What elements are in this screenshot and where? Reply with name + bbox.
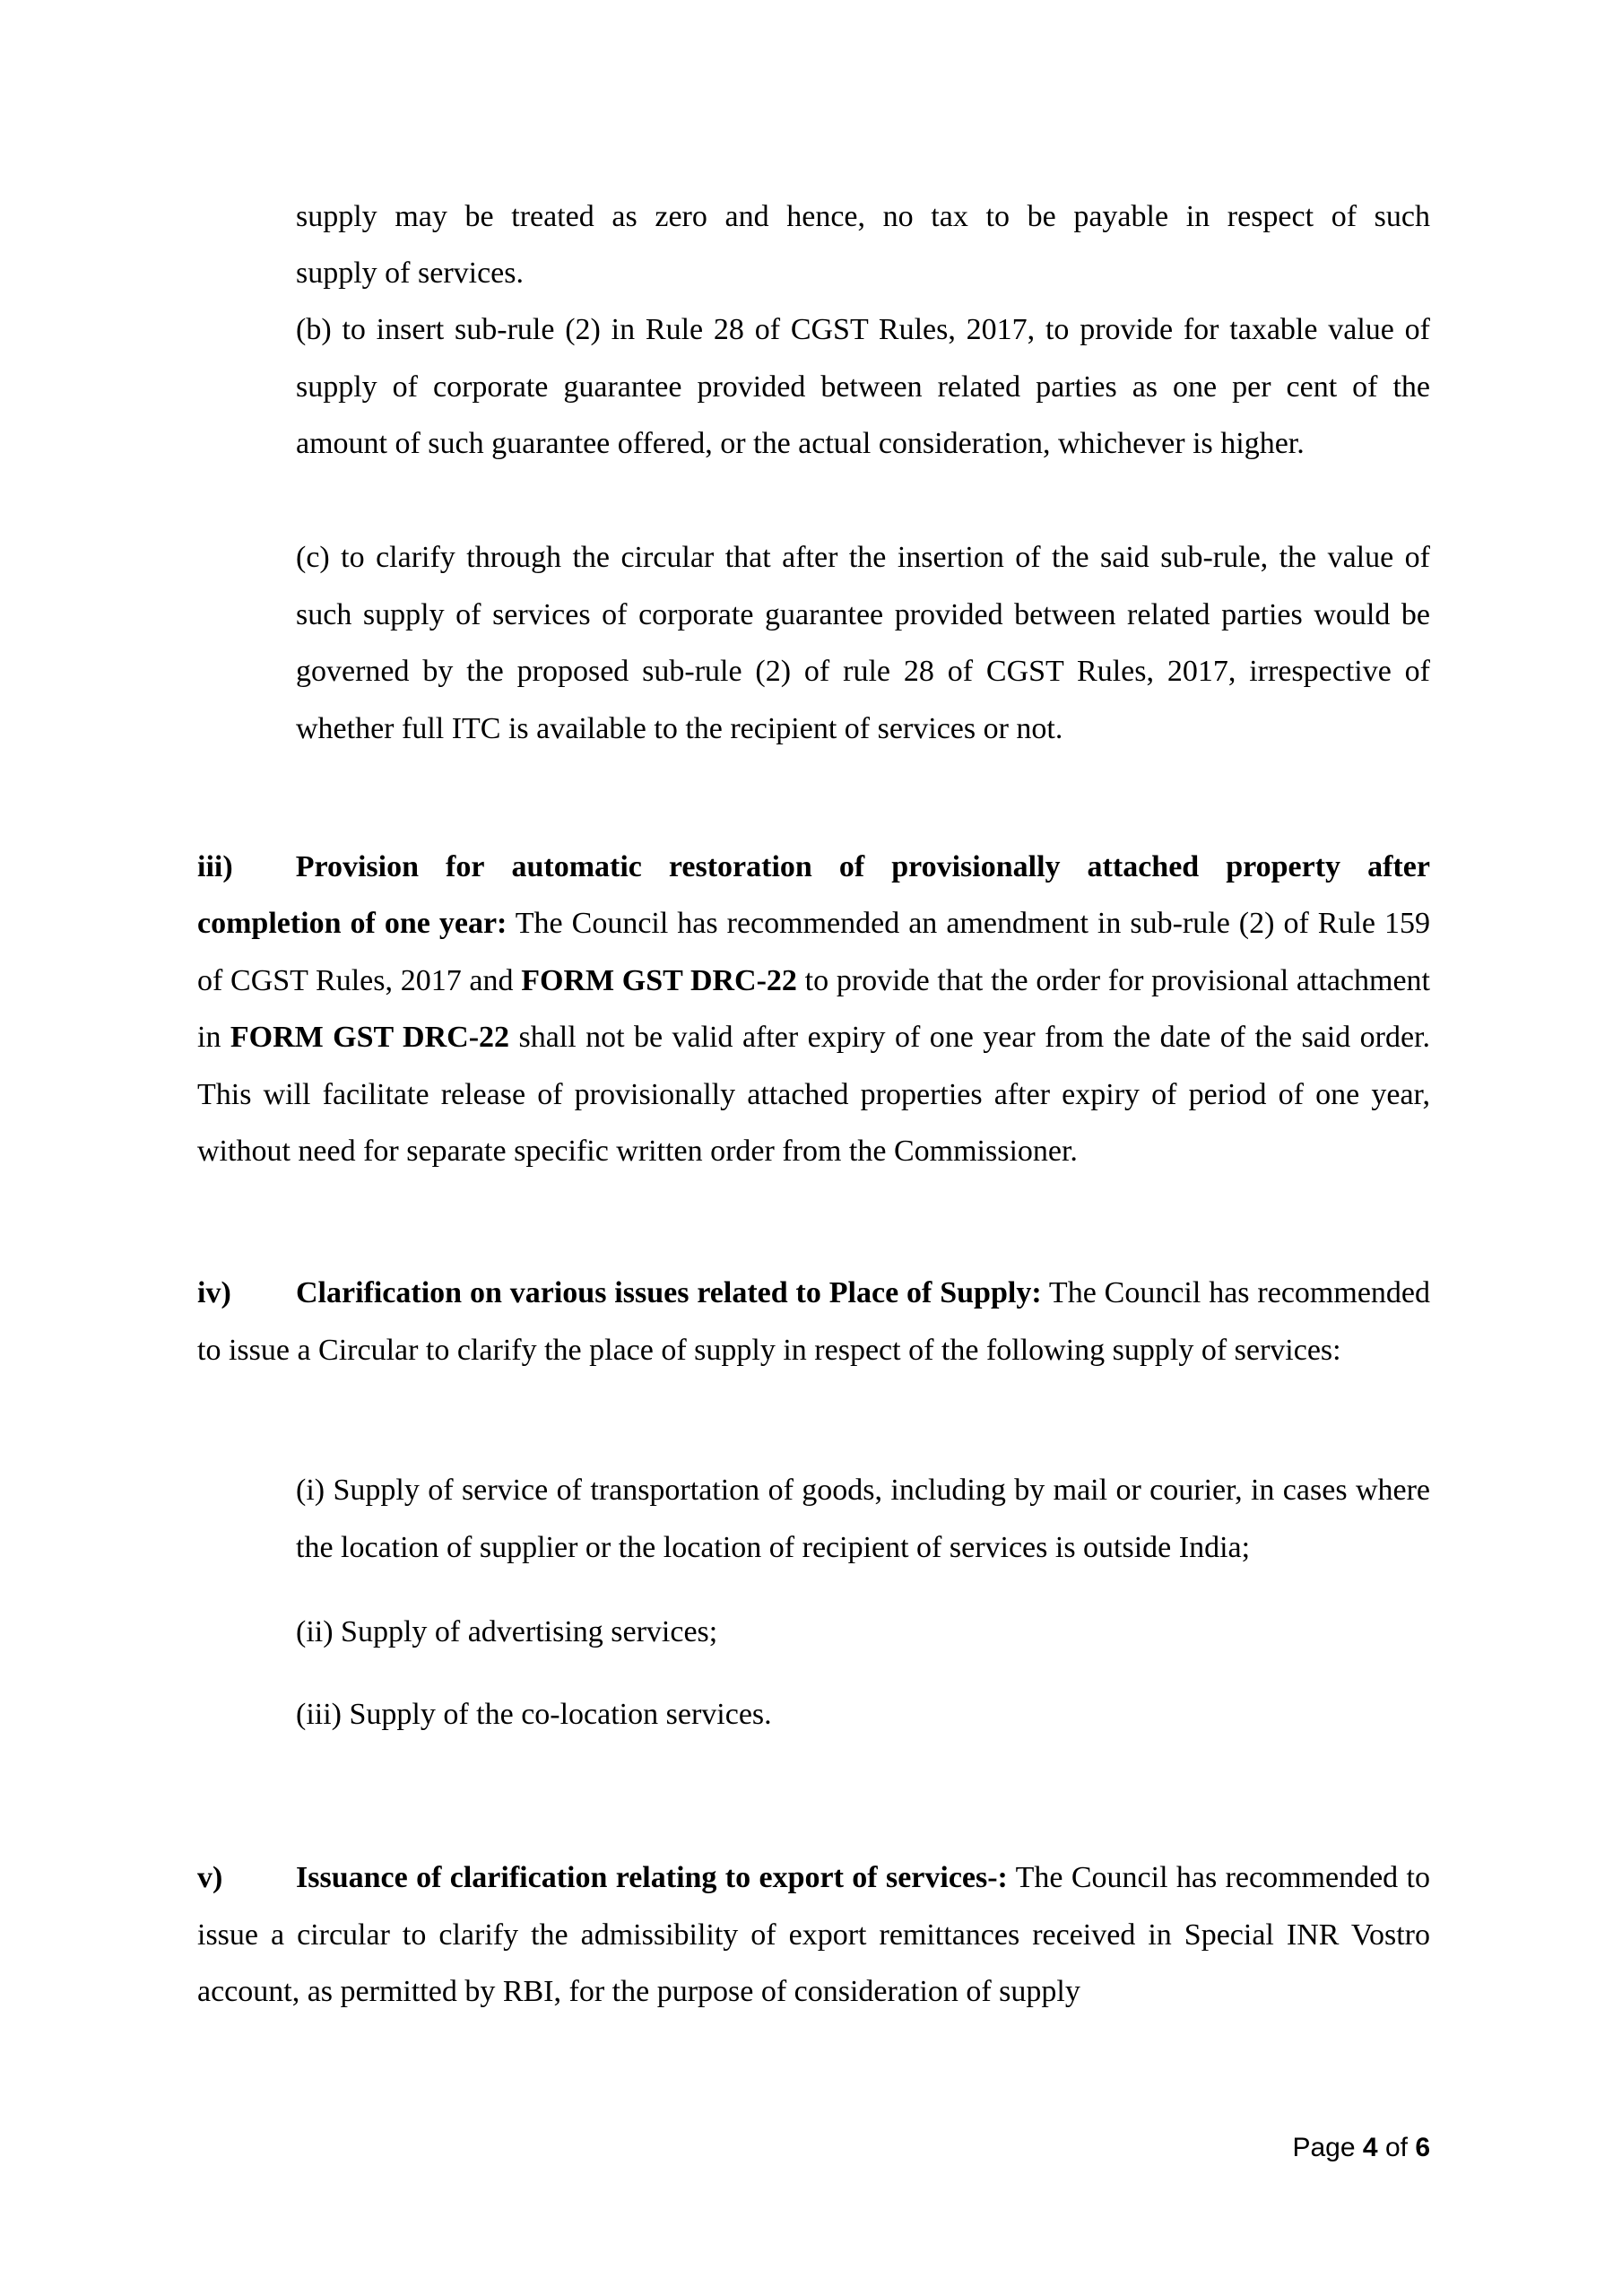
list-item: (i) Supply of service of transportation of goods, including by mail or courier, in cases where the location of supplier or the location of recipient of services is outside India;	[296, 1474, 1430, 1564]
footer-total-pages: 6	[1415, 2133, 1430, 2162]
heading-word: for	[446, 850, 485, 883]
section-v-heading: Issuance of clarification relating to export of services-:	[296, 1861, 1008, 1894]
heading-word: of	[838, 850, 865, 883]
form-drc-22-ref-2: FORM GST DRC-22	[230, 1021, 510, 1054]
heading-word: provisionally	[891, 850, 1061, 883]
page-footer	[1292, 2133, 1430, 2163]
form-drc-22-ref-1: FORM GST DRC-22	[521, 963, 797, 997]
heading-word: after	[1367, 850, 1430, 883]
section-iv-heading: Clarification on various issues related to Place of Supply:	[296, 1276, 1042, 1309]
section-iii-text-3: shall not be valid after expiry of one year from the date of the said order. This will facilitate release of provisionally attached properties after expiry of period of one year, without need for separate specific written order from the Commissioner.	[197, 1021, 1431, 1168]
section-iii-body	[197, 895, 1430, 1180]
list-item: (ii) Supply of advertising services;	[296, 1615, 718, 1648]
section-v-body	[197, 1849, 1430, 2021]
section-iv-body	[197, 1265, 1430, 1378]
heading-word: property	[1226, 850, 1341, 883]
section-iii-text-2: to provide that the order for provisional attachment in	[197, 963, 1431, 1054]
para-b: (b) to insert sub-rule (2) in Rule 28 of CGST Rules, 2017, to provide for taxable value of supply of corporate guarantee provided between related parties as one per cent of the amount of such guarantee offered, or the actual consideration, whichever is higher.	[296, 313, 1430, 460]
footer-of-word: of	[1384, 2133, 1408, 2162]
section-iii-text-1: The Council has recommended an amendment in sub-rule (2) of Rule 159 of CGST Rules, 2017 and	[197, 907, 1430, 997]
heading-word: automatic	[511, 850, 642, 883]
footer-page-word: Page	[1292, 2133, 1356, 2162]
section-iii-heading-cont: completion of one year:	[197, 907, 507, 940]
heading-word: Provision	[295, 850, 419, 883]
list-item: (iii) Supply of the co-location services.	[296, 1698, 772, 1731]
para-a-line-2: supply of services.	[296, 257, 525, 290]
section-iii-heading-row	[197, 839, 1430, 896]
section-v-text: The Council has recommended to issue a circular to clarify the admissibility of export remittances received in Special INR Vostro account, as permitted by RBI, for the purpose of consideration of supply	[197, 1861, 1430, 2008]
section-iii-number: iii)	[197, 850, 233, 883]
heading-word: attached	[1087, 850, 1200, 883]
section-iv-number: iv)	[197, 1276, 231, 1309]
para-a-line-1: supply may be treated as zero and hence, no tax to be payable in respect of such	[296, 200, 1430, 233]
section-iv-text: The Council has recommended to issue a Circular to clarify the place of supply in respect of the following supply of services:	[197, 1276, 1430, 1367]
footer-page-number: 4	[1362, 2133, 1378, 2162]
para-c: (c) to clarify through the circular that after the insertion of the said sub-rule, the value of such supply of services of corporate guarantee provided between related parties would be governed by the proposed sub-rule (2) of rule 28 of CGST Rules, 2017, irrespective of whether full ITC is available to the recipient of services or not.	[296, 541, 1430, 745]
heading-word: restoration	[668, 850, 812, 883]
section-v-number: v)	[197, 1861, 223, 1894]
